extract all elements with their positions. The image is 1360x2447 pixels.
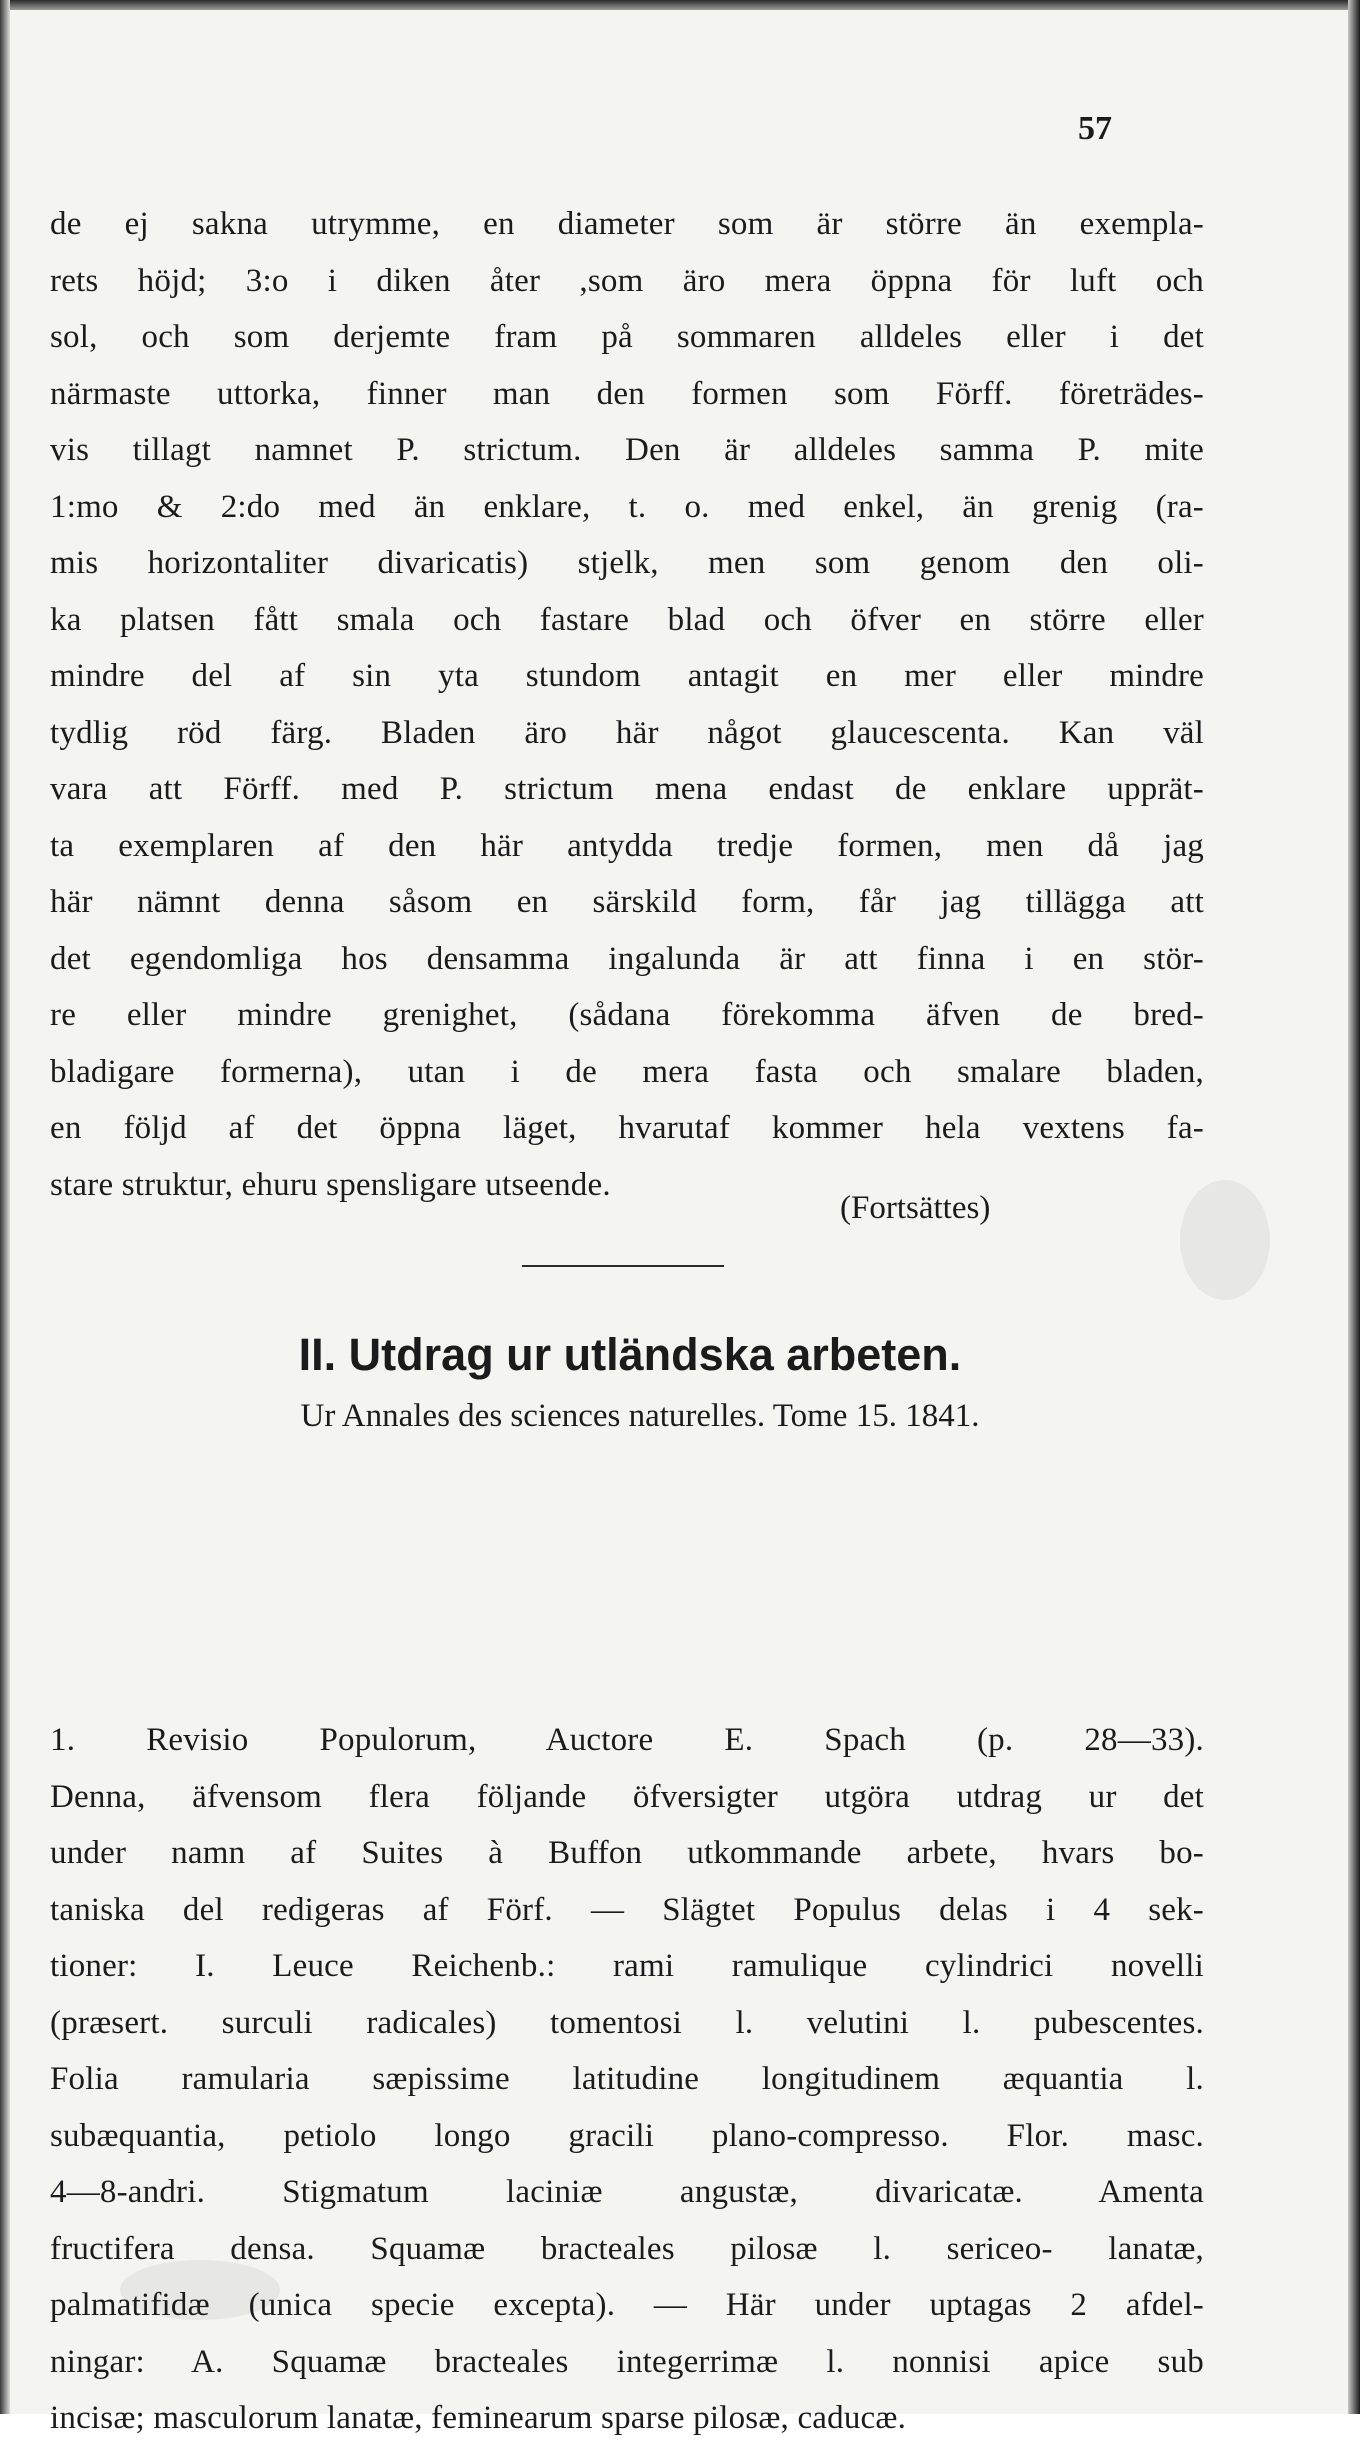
text-line: palmatifidæ (unica specie excepta). — Här under uptagas 2 afdel- [50,2287,1204,2323]
text-line: under namn af Suites à Buffon utkommande arbete, hvars bo- [50,1835,1204,1871]
text-line: närmaste uttorka, finner man den formen som Förff. företrädes- [50,375,1204,412]
text-line: det egendomliga hos densamma ingalunda är att finna i en stör- [50,940,1204,977]
text-line: tydlig röd färg. Bladen äro här något glaucescenta. Kan väl [50,714,1204,751]
text-line: re eller mindre grenighet, (sådana förekomma äfven de bred- [50,997,1204,1033]
text-line: stare struktur, ehuru spensligare utseende. [50,1166,611,1203]
text-line: en följd af det öppna läget, hvarutaf kommer hela vextens fa- [50,1110,1204,1146]
text-line: mindre del af sin yta stundom antagit en mer eller mindre [50,658,1204,694]
text-line: bladigare formerna), utan i de mera fasta och smalare bladen, [50,1053,1204,1090]
scan-edge-left [0,0,10,2414]
section-subheading: Ur Annales des sciences naturelles. Tome 15. 1841. [300,1398,980,1434]
text-line: 1. Revisio Populorum, Auctore E. Spach (p. 28—33). [50,1722,1204,1758]
text-line: de ej sakna utrymme, en diameter som är större än exempla- [50,206,1204,242]
text-line: Folia ramularia sæpissime latitudine longitudinem æquantia l. [50,2061,1204,2097]
scan-edge-right [1348,0,1360,2414]
paragraph-continuation [50,196,1204,1213]
text-line: subæquantia, petiolo longo gracili plano-compresso. Flor. masc. [50,2117,1204,2154]
text-line: tioner: I. Leuce Reichenb.: rami ramulique cylindrici novelli [50,1948,1204,1984]
text-line: incisæ; masculorum lanatæ, feminearum sparse pilosæ, caducæ. [50,2400,907,2436]
text-line: vis tillagt namnet P. strictum. Den är alldeles samma P. mite [50,432,1204,468]
section-heading: II. Utdrag ur utländska arbeten. [298,1329,962,1380]
continued-note: (Fortsättes) [840,1190,991,1226]
text-line: (præsert. surculi radicales) tomentosi l. velutini l. pubescentes. [50,2004,1204,2041]
text-line: fructifera densa. Squamæ bracteales pilosæ l. sericeo- lanatæ, [50,2230,1204,2267]
text-line: 1:mo & 2:do med än enklare, t. o. med enkel, än grenig (ra- [50,488,1204,525]
page-number: 57 [1078,110,1112,147]
text-line: här nämnt denna såsom en särskild form, får jag tillägga att [50,884,1204,920]
scan-edge-top [0,0,1360,10]
text-line: 4—8-andri. Stigmatum laciniæ angustæ, divaricatæ. Amenta [50,2174,1204,2210]
text-line: ningar: A. Squamæ bracteales integerrimæ l. nonnisi apice sub [50,2343,1204,2380]
text-line: ka platsen fått smala och fastare blad och öfver en större eller [50,601,1204,638]
text-line: vara att Förff. med P. strictum mena endast de enklare upprät- [50,771,1204,807]
text-line: mis horizontaliter divaricatis) stjelk, men som genom den oli- [50,545,1204,581]
paragraph-revisio-populorum [50,1712,1204,2447]
text-line: rets höjd; 3:o i diken åter ,som äro mera öppna för luft och [50,262,1204,299]
section-divider-rule [522,1265,724,1267]
text-line: taniska del redigeras af Förf. — Slägtet Populus delas i 4 sek- [50,1891,1204,1928]
text-line: sol, och som derjemte fram på sommaren alldeles eller i det [50,319,1204,355]
text-line: ta exemplaren af den här antydda tredje formen, men då jag [50,827,1204,864]
text-line: Denna, äfvensom flera följande öfversigter utgöra utdrag ur det [50,1778,1204,1815]
